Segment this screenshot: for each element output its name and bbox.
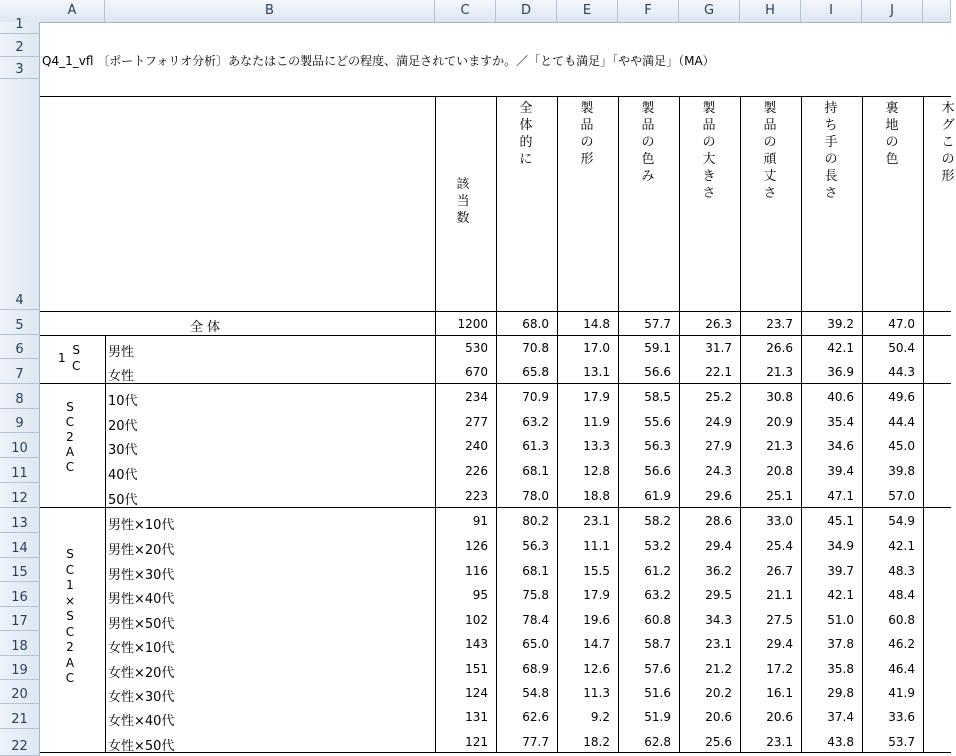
row-label: 女性×30代 bbox=[108, 690, 175, 705]
cell-value: 75.8 bbox=[522, 588, 549, 602]
cell-value: 45.1 bbox=[827, 514, 854, 528]
row-header-5[interactable] bbox=[0, 310, 40, 335]
column-border bbox=[496, 96, 497, 752]
cell-value: 44.4 bbox=[888, 415, 915, 429]
cell-value: 61.9 bbox=[644, 489, 671, 503]
cell-value: 15.5 bbox=[583, 564, 610, 578]
total-value: 57.7 bbox=[644, 317, 671, 331]
cell-value: 24.3 bbox=[705, 464, 732, 478]
row-label: 女性×20代 bbox=[108, 666, 175, 681]
row-number: 14 bbox=[11, 541, 28, 556]
row-header-3[interactable] bbox=[0, 57, 40, 79]
row-number: 12 bbox=[11, 491, 28, 506]
row-header-12[interactable] bbox=[0, 483, 40, 508]
cell-value: 20.6 bbox=[705, 710, 732, 724]
row-label: 女性×40代 bbox=[108, 714, 175, 729]
row-label: 男性 bbox=[108, 345, 135, 360]
cell-value: 78.4 bbox=[522, 613, 549, 627]
row-number: 2 bbox=[15, 40, 24, 55]
column-border bbox=[740, 96, 741, 752]
row-number: 9 bbox=[15, 416, 24, 431]
cell-value: 35.8 bbox=[827, 662, 854, 676]
cell-value: 54.8 bbox=[522, 686, 549, 700]
cell-value: 70.9 bbox=[522, 390, 549, 404]
column-header-b[interactable]: B bbox=[105, 0, 435, 22]
cell-value: 124 bbox=[465, 686, 488, 700]
row-label: 男性×50代 bbox=[108, 617, 175, 632]
cell-value: 59.1 bbox=[644, 341, 671, 355]
cell-value: 27.5 bbox=[766, 613, 793, 627]
cell-value: 55.6 bbox=[644, 415, 671, 429]
row-header-14[interactable] bbox=[0, 533, 40, 558]
row-header-20[interactable] bbox=[0, 680, 40, 704]
row-number: 17 bbox=[11, 614, 28, 629]
header-7: 持ち手の長さ bbox=[824, 101, 838, 201]
column-header-bar bbox=[0, 0, 951, 23]
cell-value: 62.8 bbox=[644, 735, 671, 749]
row-number: 8 bbox=[15, 392, 24, 407]
row-number: 4 bbox=[15, 293, 24, 308]
cell-value: 56.6 bbox=[644, 365, 671, 379]
cell-value: 45.0 bbox=[888, 439, 915, 453]
cell-value: 23.1 bbox=[583, 514, 610, 528]
cell-value: 39.4 bbox=[827, 464, 854, 478]
cell-value: 56.3 bbox=[522, 539, 549, 553]
cell-value: 24.9 bbox=[705, 415, 732, 429]
cell-value: 44.3 bbox=[888, 365, 915, 379]
cell-value: 37.8 bbox=[827, 637, 854, 651]
row-label: 10代 bbox=[108, 394, 138, 409]
cell-value: 17.9 bbox=[583, 390, 610, 404]
cell-value: 14.7 bbox=[583, 637, 610, 651]
cell-value: 60.8 bbox=[644, 613, 671, 627]
cell-value: 223 bbox=[465, 489, 488, 503]
cell-value: 58.2 bbox=[644, 514, 671, 528]
cell-value: 530 bbox=[465, 341, 488, 355]
column-border bbox=[862, 96, 863, 752]
column-header-e[interactable]: E bbox=[557, 0, 618, 22]
row-header-22[interactable] bbox=[0, 729, 40, 756]
cell-value: 51.9 bbox=[644, 710, 671, 724]
cell-value: 35.4 bbox=[827, 415, 854, 429]
cell-value: 17.0 bbox=[583, 341, 610, 355]
cell-value: 60.8 bbox=[888, 613, 915, 627]
cell-value: 116 bbox=[465, 564, 488, 578]
total-value: 1200 bbox=[457, 317, 488, 331]
cell-value: 42.1 bbox=[827, 341, 854, 355]
row-label: 男性×30代 bbox=[108, 568, 175, 583]
cell-value: 29.6 bbox=[705, 489, 732, 503]
cell-value: 37.4 bbox=[827, 710, 854, 724]
cell-value: 53.7 bbox=[888, 735, 915, 749]
cell-value: 234 bbox=[465, 390, 488, 404]
cell-value: 51.0 bbox=[827, 613, 854, 627]
cell-value: 56.6 bbox=[644, 464, 671, 478]
column-header-partial[interactable] bbox=[923, 0, 951, 22]
cell-value: 39.7 bbox=[827, 564, 854, 578]
header-5: 製品の大きさ bbox=[702, 101, 716, 201]
header-2: 全体的に bbox=[519, 101, 533, 167]
row-number: 11 bbox=[11, 466, 28, 481]
cell-value: 11.9 bbox=[583, 415, 610, 429]
cell-value: 53.2 bbox=[644, 539, 671, 553]
cell-value: 143 bbox=[465, 637, 488, 651]
row-number: 16 bbox=[11, 590, 28, 605]
cell-value: 40.6 bbox=[827, 390, 854, 404]
cell-value: 57.6 bbox=[644, 662, 671, 676]
header-6: 製品の頑丈さ bbox=[763, 101, 777, 201]
cell-value: 29.4 bbox=[705, 539, 732, 553]
cell-value: 30.8 bbox=[766, 390, 793, 404]
cell-value: 49.6 bbox=[888, 390, 915, 404]
cell-value: 68.1 bbox=[522, 564, 549, 578]
row-label: 30代 bbox=[108, 443, 138, 458]
column-border bbox=[679, 96, 680, 752]
cell-value: 20.2 bbox=[705, 686, 732, 700]
cell-value: 63.2 bbox=[522, 415, 549, 429]
row-number: 6 bbox=[15, 342, 24, 357]
cell-value: 22.1 bbox=[705, 365, 732, 379]
cell-value: 46.4 bbox=[888, 662, 915, 676]
row-header-13[interactable] bbox=[0, 508, 40, 533]
row-header-16[interactable] bbox=[0, 582, 40, 607]
cell-value: 21.1 bbox=[766, 588, 793, 602]
cell-value: 20.8 bbox=[766, 464, 793, 478]
cell-value: 34.3 bbox=[705, 613, 732, 627]
row-number: 18 bbox=[11, 639, 28, 654]
cell-value: 226 bbox=[465, 464, 488, 478]
cell-value: 29.4 bbox=[766, 637, 793, 651]
column-header-f[interactable]: F bbox=[618, 0, 679, 22]
cell-value: 65.8 bbox=[522, 365, 549, 379]
total-value: 14.8 bbox=[583, 317, 610, 331]
cell-value: 21.3 bbox=[766, 439, 793, 453]
cell-value: 25.4 bbox=[766, 539, 793, 553]
row-header-2[interactable] bbox=[0, 34, 40, 57]
cell-value: 54.9 bbox=[888, 514, 915, 528]
row-label: 50代 bbox=[108, 493, 138, 508]
row-header-17[interactable] bbox=[0, 607, 40, 631]
cell-value: 42.1 bbox=[827, 588, 854, 602]
cell-value: 29.5 bbox=[705, 588, 732, 602]
cell-value: 26.6 bbox=[766, 341, 793, 355]
cell-value: 68.1 bbox=[522, 464, 549, 478]
cell-value: 25.6 bbox=[705, 735, 732, 749]
cell-value: 51.6 bbox=[644, 686, 671, 700]
cell-value: 13.3 bbox=[583, 439, 610, 453]
cell-value: 11.3 bbox=[583, 686, 610, 700]
total-label: 全 体 bbox=[190, 320, 221, 335]
row-label: 40代 bbox=[108, 468, 138, 483]
column-border bbox=[435, 96, 436, 752]
cell-value: 65.0 bbox=[522, 637, 549, 651]
cell-value: 61.2 bbox=[644, 564, 671, 578]
row-header-18[interactable] bbox=[0, 631, 40, 656]
cell-value: 240 bbox=[465, 439, 488, 453]
header-9: 木グこの形 bbox=[941, 101, 955, 184]
column-header-a[interactable]: A bbox=[40, 0, 105, 22]
cell-value: 12.8 bbox=[583, 464, 610, 478]
cell-value: 21.3 bbox=[766, 365, 793, 379]
row-number: 7 bbox=[15, 367, 24, 382]
cell-value: 41.9 bbox=[888, 686, 915, 700]
cell-value: 47.1 bbox=[827, 489, 854, 503]
cell-value: 48.4 bbox=[888, 588, 915, 602]
header-8: 裏地の色 bbox=[885, 101, 899, 167]
header-1: 該当数 bbox=[456, 177, 470, 226]
cell-value: 56.3 bbox=[644, 439, 671, 453]
cell-value: 42.1 bbox=[888, 539, 915, 553]
cell-value: 68.9 bbox=[522, 662, 549, 676]
row-header-11[interactable] bbox=[0, 458, 40, 483]
total-value: 39.2 bbox=[827, 317, 854, 331]
cell-value: 36.9 bbox=[827, 365, 854, 379]
cell-value: 61.3 bbox=[522, 439, 549, 453]
cell-value: 58.5 bbox=[644, 390, 671, 404]
row-number: 3 bbox=[15, 62, 24, 77]
cell-value: 13.1 bbox=[583, 365, 610, 379]
cell-value: 33.0 bbox=[766, 514, 793, 528]
cell-value: 29.8 bbox=[827, 686, 854, 700]
cell-value: 70.8 bbox=[522, 341, 549, 355]
row-header-4[interactable] bbox=[0, 79, 40, 310]
cell-value: 36.2 bbox=[705, 564, 732, 578]
cell-value: 77.7 bbox=[522, 735, 549, 749]
cell-value: 9.2 bbox=[590, 710, 610, 724]
row-number: 1 bbox=[15, 17, 24, 32]
table-bottom-border bbox=[40, 752, 951, 753]
cell-value: 25.2 bbox=[705, 390, 732, 404]
column-header-g[interactable]: G bbox=[679, 0, 740, 22]
cell-value: 27.9 bbox=[705, 439, 732, 453]
cell-value: 18.8 bbox=[583, 489, 610, 503]
cell-value: 31.7 bbox=[705, 341, 732, 355]
row-number: 21 bbox=[11, 712, 28, 727]
group-label-sc2ac: S C 2 A C bbox=[65, 400, 75, 474]
cell-value: 21.2 bbox=[705, 662, 732, 676]
row-header-8[interactable] bbox=[0, 384, 40, 409]
row-header-10[interactable] bbox=[0, 433, 40, 458]
column-header-d[interactable]: D bbox=[496, 0, 557, 22]
column-border bbox=[618, 96, 619, 752]
row-number: 13 bbox=[11, 516, 28, 531]
row-header-21[interactable] bbox=[0, 704, 40, 729]
cell-value: 91 bbox=[472, 514, 488, 528]
cell-value: 17.2 bbox=[766, 662, 793, 676]
cell-value: 39.8 bbox=[888, 464, 915, 478]
row-header-19[interactable] bbox=[0, 656, 40, 680]
cell-value: 126 bbox=[465, 539, 488, 553]
row-number: 5 bbox=[15, 318, 24, 333]
row-label: 男性×40代 bbox=[108, 592, 175, 607]
cell-value: 102 bbox=[465, 613, 488, 627]
cell-value: 28.6 bbox=[705, 514, 732, 528]
cell-value: 151 bbox=[465, 662, 488, 676]
cell-value: 48.3 bbox=[888, 564, 915, 578]
row-label: 男性×10代 bbox=[108, 518, 175, 533]
cell-value: 43.8 bbox=[827, 735, 854, 749]
row-number: 15 bbox=[11, 565, 28, 580]
cell-value: 20.9 bbox=[766, 415, 793, 429]
cell-value: 78.0 bbox=[522, 489, 549, 503]
cell-value: 18.2 bbox=[583, 735, 610, 749]
cell-value: 80.2 bbox=[522, 514, 549, 528]
column-header-i[interactable]: I bbox=[801, 0, 862, 22]
row-number: 19 bbox=[11, 663, 28, 678]
cell-value: 23.1 bbox=[766, 735, 793, 749]
column-border bbox=[801, 96, 802, 752]
row-label: 男性×20代 bbox=[108, 543, 175, 558]
cell-value: 20.6 bbox=[766, 710, 793, 724]
column-header-c[interactable]: C bbox=[435, 0, 496, 22]
cell-value: 19.6 bbox=[583, 613, 610, 627]
column-border bbox=[923, 96, 924, 752]
cell-value: 58.7 bbox=[644, 637, 671, 651]
row-number: 20 bbox=[11, 687, 28, 702]
column-header-j[interactable]: J bbox=[862, 0, 923, 22]
cell-value: 121 bbox=[465, 735, 488, 749]
group-label-sc1xsc2ac: S C 1 × S C 2 A C bbox=[64, 547, 76, 685]
row-number: 22 bbox=[11, 739, 28, 754]
question-title: Q4_1_vfl 〔ポートフォリオ分析〕あなたはこの製品にどの程度、満足されていますか。／「とても満足」「やや満足」（MA） bbox=[42, 54, 715, 68]
cell-value: 57.0 bbox=[888, 489, 915, 503]
row-label: 女性×10代 bbox=[108, 641, 175, 656]
cell-value: 131 bbox=[465, 710, 488, 724]
cell-value: 26.7 bbox=[766, 564, 793, 578]
cell-value: 12.6 bbox=[583, 662, 610, 676]
header-3: 製品の形 bbox=[580, 101, 594, 167]
row-header-6[interactable] bbox=[0, 335, 40, 359]
column-header-h[interactable]: H bbox=[740, 0, 801, 22]
total-value: 23.7 bbox=[766, 317, 793, 331]
row-header-1[interactable] bbox=[0, 17, 40, 34]
cell-value: 11.1 bbox=[583, 539, 610, 553]
cell-value: 16.1 bbox=[766, 686, 793, 700]
row-header-15[interactable] bbox=[0, 558, 40, 582]
column-border bbox=[557, 96, 558, 752]
cell-value: 670 bbox=[465, 365, 488, 379]
cell-value: 277 bbox=[465, 415, 488, 429]
row-number: 10 bbox=[11, 441, 28, 456]
cell-value: 33.6 bbox=[888, 710, 915, 724]
cell-value: 62.6 bbox=[522, 710, 549, 724]
cell-value: 95 bbox=[472, 588, 488, 602]
total-value: 47.0 bbox=[888, 317, 915, 331]
row-label: 女性 bbox=[108, 369, 135, 384]
cell-value: 34.9 bbox=[827, 539, 854, 553]
cell-value: 23.1 bbox=[705, 637, 732, 651]
cell-value: 17.9 bbox=[583, 588, 610, 602]
cell-value: 63.2 bbox=[644, 588, 671, 602]
cell-value: 25.1 bbox=[766, 489, 793, 503]
row-header-9[interactable] bbox=[0, 409, 40, 433]
cell-value: 34.6 bbox=[827, 439, 854, 453]
row-label: 女性×50代 bbox=[108, 739, 175, 754]
cell-value: 50.4 bbox=[888, 341, 915, 355]
total-value: 68.0 bbox=[522, 317, 549, 331]
label-column-border bbox=[105, 335, 106, 752]
row-label: 20代 bbox=[108, 419, 138, 434]
header-4: 製品の色み bbox=[641, 101, 655, 184]
cell-value: 46.2 bbox=[888, 637, 915, 651]
row-header-7[interactable] bbox=[0, 359, 40, 384]
total-value: 26.3 bbox=[705, 317, 732, 331]
